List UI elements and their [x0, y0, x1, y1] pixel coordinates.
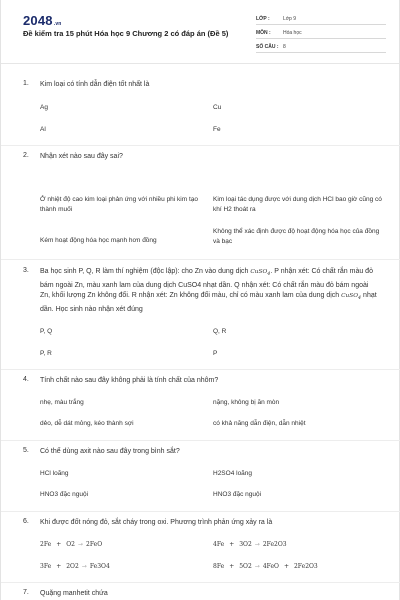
text-part: . P nhận xét: Có chất rắn màu đỏ bám ngoài Zn, màu xanh lam của dung dịch CuSO4 nhạt dần. Q nhận xét: Có chất rắn màu đỏ bám ngoài Zn, khối lượng Zn không đổi. R nhận xét: Zn không đổi màu, chỉ có màu xanh lam của dung dịch — [40, 268, 373, 300]
question-text: Có thể dùng axit nào sau đây trong bình sắt? — [40, 448, 180, 455]
formula-term: 3O2 — [239, 541, 252, 548]
question-number: 4. — [23, 376, 29, 383]
formula-term: 4Fe — [213, 541, 225, 548]
text-part: nhạt dần. Học sinh nào nhận xét đúng — [40, 292, 377, 313]
question-number: 6. — [23, 518, 29, 525]
meta-value: 8 — [283, 44, 286, 50]
formula-term: 5O2 — [239, 563, 252, 570]
formula-plus: + — [56, 563, 62, 570]
answer-option[interactable]: P — [213, 350, 218, 357]
formula-term: 4FeO — [262, 563, 279, 570]
page-title: Đề kiểm tra 15 phút Hóa học 9 Chương 2 có đáp án (Đề 5) — [23, 29, 229, 38]
meta-label: LỚP : — [256, 16, 270, 22]
question-number: 7. — [23, 589, 29, 596]
answer-option[interactable]: Q, R — [213, 328, 227, 335]
reaction-arrow-icon: ⇾ — [77, 541, 84, 548]
answer-option[interactable]: HCl loãng — [40, 470, 69, 477]
answer-option[interactable]: nhẹ, màu trắng — [40, 399, 84, 406]
answer-option[interactable]: nặng, không bị ăn mòn — [213, 399, 280, 406]
formula-cuso4 — [341, 293, 362, 302]
question-separator — [1, 145, 400, 146]
formula-term: 2FeO — [86, 541, 103, 548]
meta-label: MÔN : — [256, 30, 271, 36]
answer-option[interactable]: HNO3 đặc nguội — [213, 491, 262, 498]
question-text: Kim loại có tính dẫn điện tốt nhất là — [40, 81, 150, 88]
answer-option[interactable] — [213, 562, 385, 572]
answer-option[interactable]: Al — [40, 126, 46, 133]
answer-option[interactable]: Ag — [40, 104, 48, 111]
question-number: 2. — [23, 152, 29, 159]
meta-value: Lớp 9 — [283, 16, 297, 22]
logo-suffix: .vn — [53, 21, 62, 27]
answer-option[interactable] — [213, 540, 385, 550]
answer-option[interactable]: Fe — [213, 126, 221, 133]
question-separator — [1, 440, 400, 441]
text-part: Ba học sinh P, Q, R làm thí nghiệm (độc lập): cho Zn vào dung dịch — [40, 268, 251, 275]
question-text: Quặng manhetit chứa — [40, 590, 108, 597]
meta-value: Hóa học — [283, 30, 302, 36]
question-text: Khi được đốt nóng đỏ, sắt cháy trong oxi. Phương trình phản ứng xảy ra là — [40, 519, 273, 526]
reaction-arrow-icon: ⇾ — [254, 541, 260, 548]
site-logo[interactable] — [23, 13, 62, 28]
answer-option[interactable]: Kém hoạt động hóa học mạnh hơn đồng — [40, 237, 157, 244]
reaction-arrow-icon: ⇾ — [81, 563, 87, 570]
answer-option[interactable]: H2SO4 loãng — [213, 470, 253, 477]
formula-plus: + — [229, 541, 235, 548]
answer-option[interactable]: có khả năng dẫn điện, dẫn nhiệt — [213, 420, 306, 427]
question-separator — [1, 582, 400, 583]
question-number: 5. — [23, 447, 29, 454]
answer-option[interactable] — [40, 562, 212, 572]
question-number: 3. — [23, 267, 29, 274]
formula-term: 3Fe — [40, 563, 52, 570]
answer-option[interactable]: Không thể xác định được độ hoạt động hóa học của đồng và bạc — [213, 228, 380, 245]
answer-option[interactable]: Cu — [213, 104, 222, 111]
header — [1, 0, 399, 62]
reaction-arrow-icon: ⇾ — [254, 563, 260, 570]
question-number: 1. — [23, 80, 29, 87]
question-text — [40, 267, 380, 315]
exam-meta — [256, 13, 386, 55]
question-separator — [1, 369, 400, 370]
formula-plus: + — [229, 563, 235, 570]
formula-term: 2O2 — [66, 563, 79, 570]
formula-cuso4 — [250, 269, 271, 278]
formula-term: O2 — [66, 541, 75, 548]
question-separator — [1, 511, 400, 512]
answer-option[interactable]: P, Q — [40, 328, 53, 335]
answer-option[interactable]: HNO3 đặc nguội — [40, 491, 89, 498]
answer-option[interactable] — [40, 540, 212, 550]
answer-option[interactable]: dẻo, dễ dát mỏng, kéo thành sợi — [40, 420, 134, 427]
meta-count-row — [256, 41, 386, 53]
question-separator — [1, 259, 400, 260]
header-divider — [1, 63, 399, 64]
logo-text: 2048 — [23, 13, 53, 28]
formula-subscript: 4 — [267, 272, 271, 278]
formula-text: CuSO — [250, 269, 268, 275]
answer-option[interactable]: Kim loại tác dụng được với dung dịch HCl bao giờ cũng có khí H2 thoát ra — [213, 196, 382, 213]
formula-subscript: 4 — [358, 296, 362, 302]
formula-term: 2Fe — [40, 541, 52, 548]
formula-term: 2Fe2O3 — [293, 563, 318, 570]
answer-option[interactable]: P, R — [40, 350, 52, 357]
question-text: Tính chất nào sau đây không phải là tính chất của nhôm? — [40, 377, 219, 384]
formula-plus: + — [283, 563, 289, 570]
formula-term: 2Fe2O3 — [262, 541, 287, 548]
answer-option[interactable]: Ở nhiệt độ cao kim loại phản ứng với nhiều phi kim tạo thành muối — [40, 196, 198, 213]
question-text: Nhận xét nào sau đây sai? — [40, 153, 123, 160]
meta-class-row — [256, 13, 386, 25]
meta-label: SỐ CÂU : — [256, 44, 279, 50]
formula-term: Fe3O4 — [89, 563, 110, 570]
meta-subject-row — [256, 27, 386, 39]
formula-term: 8Fe — [213, 563, 225, 570]
formula-text: CuSO — [341, 293, 359, 300]
formula-plus: + — [56, 541, 62, 548]
